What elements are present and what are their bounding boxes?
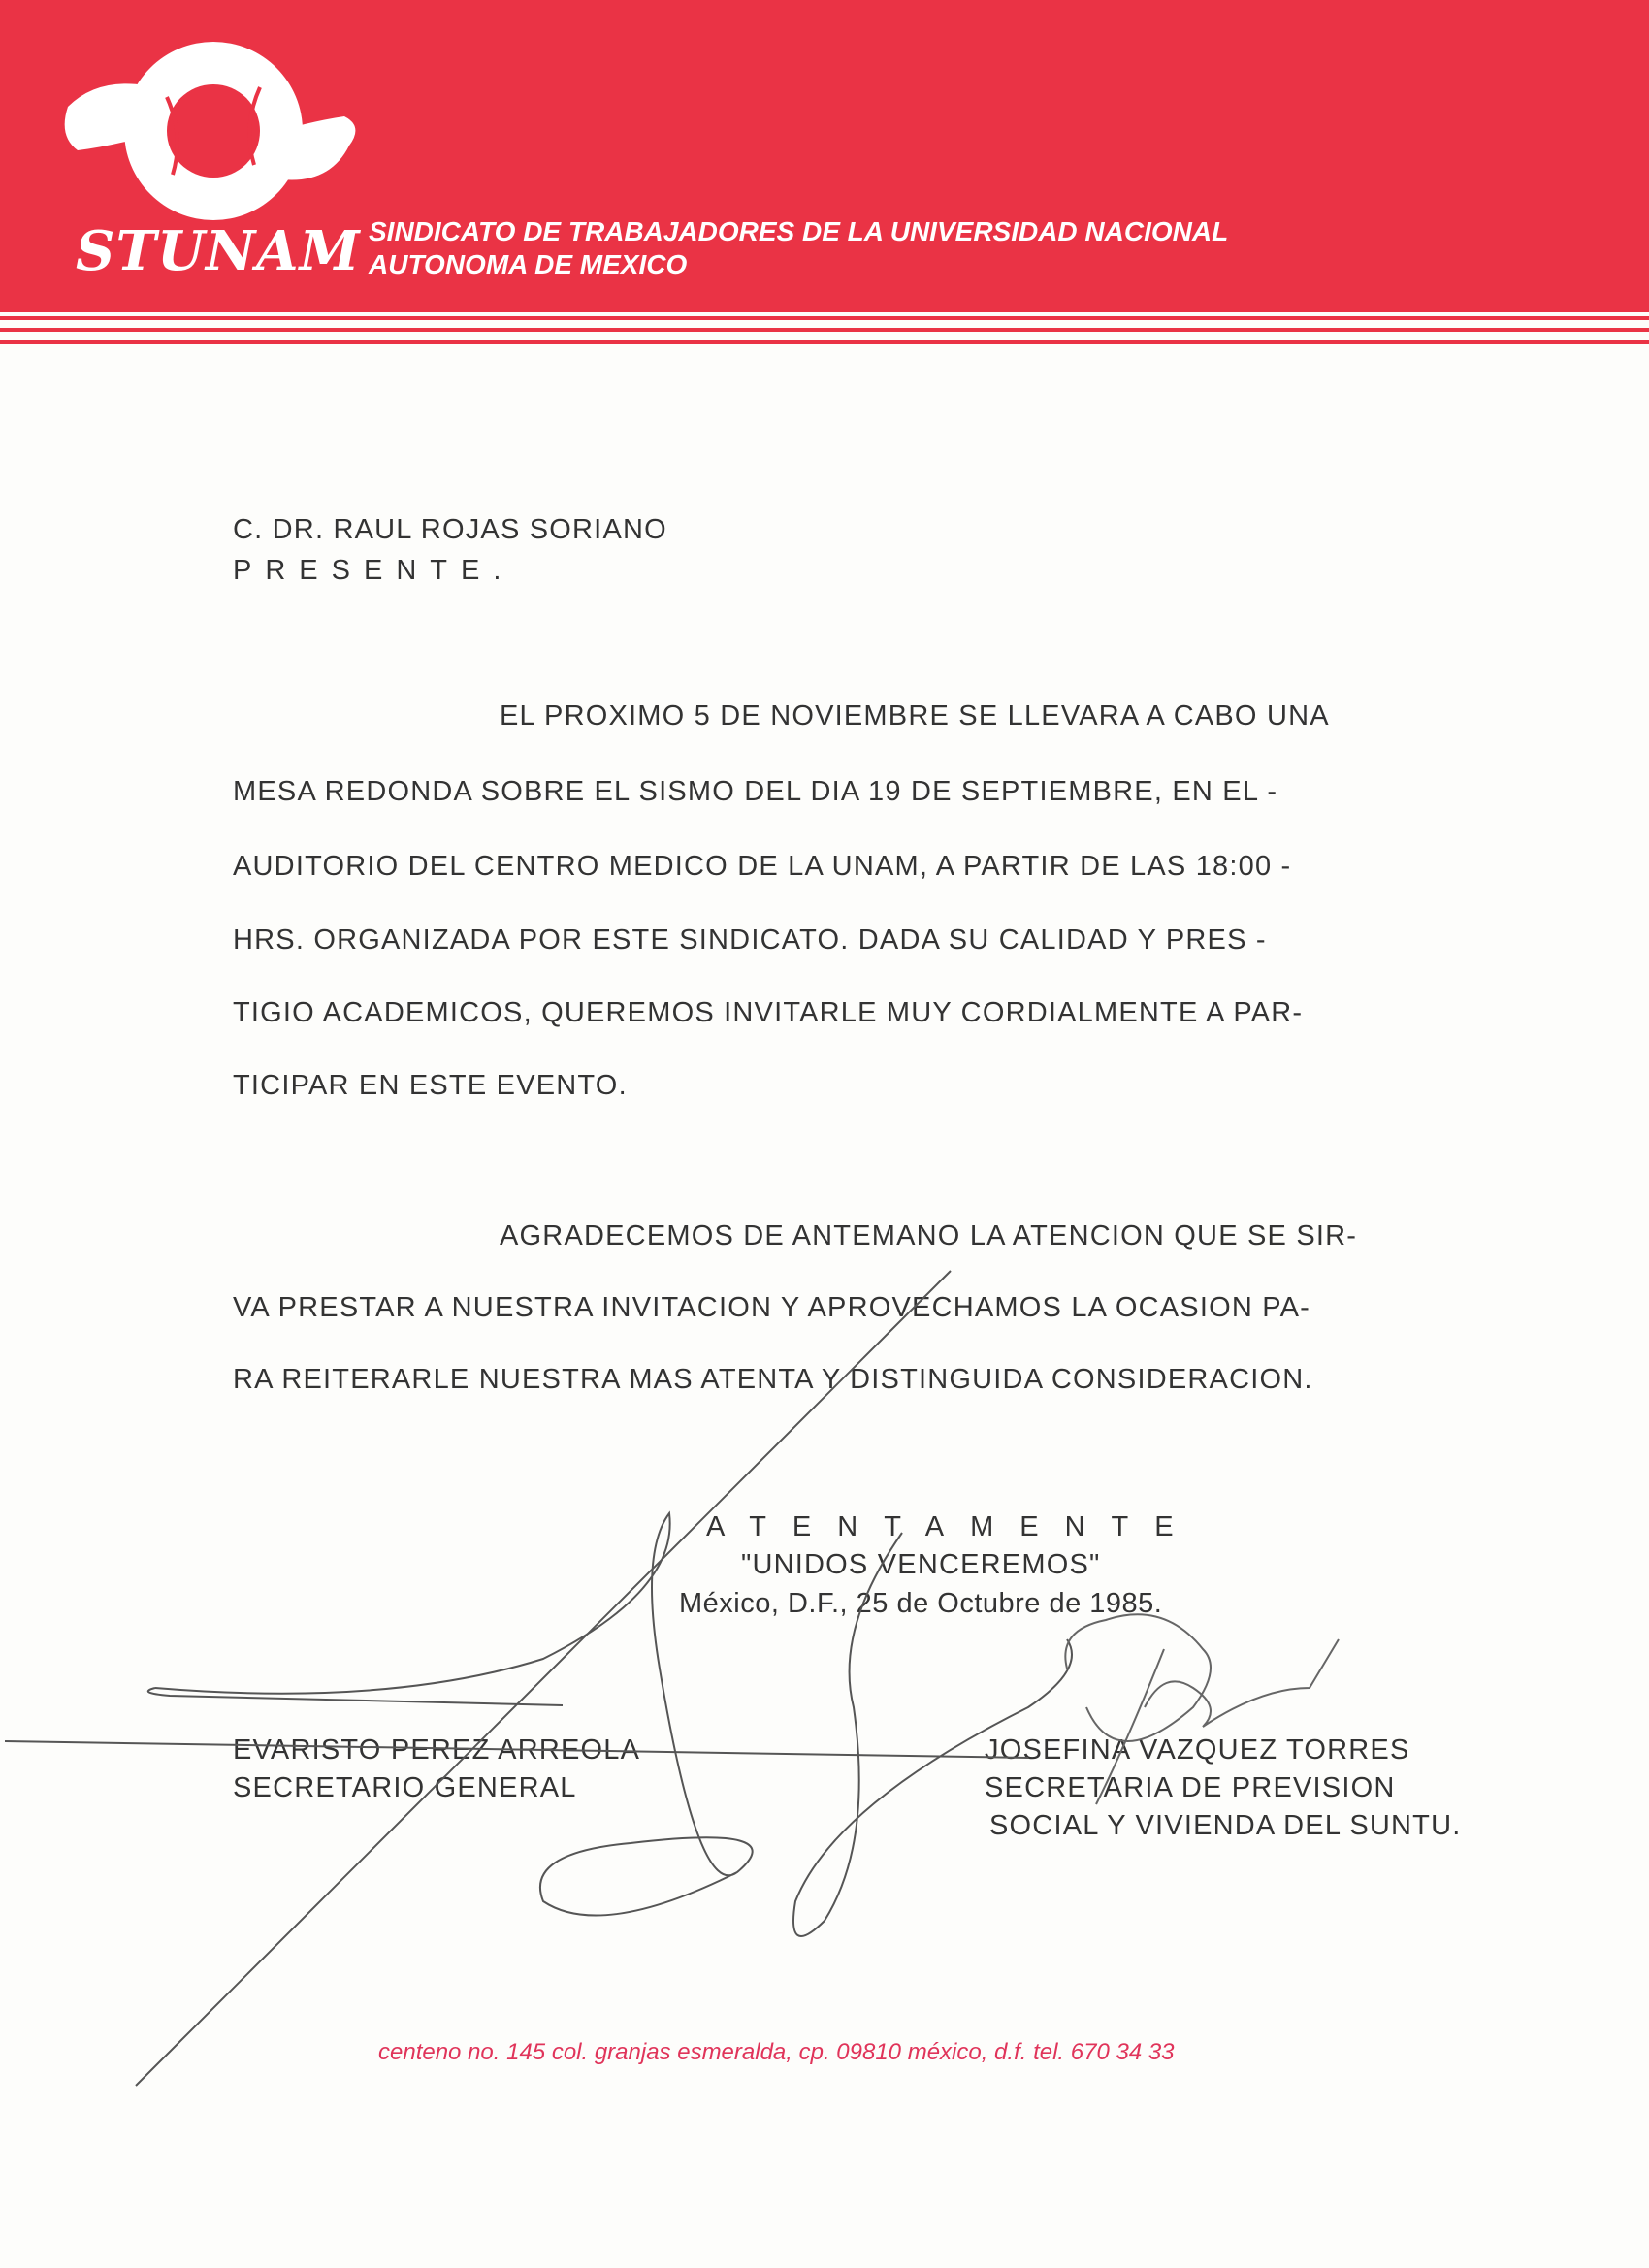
paragraph-1-line: TICIPAR EN ESTE EVENTO. [233, 1070, 628, 1101]
stunam-logo-icon [58, 39, 369, 223]
closing-place-date: México, D.F., 25 de Octubre de 1985. [679, 1588, 1163, 1619]
signatory-right-title-1: SECRETARIA DE PREVISION [985, 1772, 1396, 1803]
banner-stripe [0, 312, 1649, 316]
recipient-presente: PRESENTE. [233, 555, 515, 586]
paragraph-1-line: MESA REDONDA SOBRE EL SISMO DEL DIA 19 DE SEPTIEMBRE, EN EL - [233, 776, 1278, 807]
paragraph-1-line: HRS. ORGANIZADA POR ESTE SINDICATO. DADA SU CALIDAD Y PRES - [233, 924, 1267, 956]
closing-atentamente: ATENTAMENTE [706, 1511, 1200, 1542]
signatory-left-name: EVARISTO PEREZ ARREOLA [233, 1734, 641, 1766]
closing-motto: "UNIDOS VENCEREMOS" [741, 1549, 1101, 1580]
signatory-right-title-2: SOCIAL Y VIVIENDA DEL SUNTU. [989, 1810, 1462, 1841]
banner-stripe-bottom [0, 340, 1649, 344]
recipient-name: C. DR. RAUL ROJAS SORIANO [233, 514, 667, 545]
paragraph-2-line: RA REITERARLE NUESTRA MAS ATENTA Y DISTINGUIDA CONSIDERACION. [233, 1364, 1313, 1395]
paragraph-2-line: AGRADECEMOS DE ANTEMANO LA ATENCION QUE SE SIR- [500, 1220, 1358, 1251]
org-line-2: AUTONOMA DE MEXICO [369, 249, 688, 279]
banner-stripe-lower [0, 328, 1649, 332]
signatory-left-title: SECRETARIO GENERAL [233, 1772, 577, 1803]
organization-name [369, 215, 1387, 281]
paragraph-1-line: EL PROXIMO 5 DE NOVIEMBRE SE LLEVARA A CABO UNA [500, 700, 1330, 731]
footer-address: centeno no. 145 col. granjas esmeralda, cp. 09810 méxico, d.f. tel. 670 34 33 [378, 2039, 1175, 2065]
paragraph-1-line: AUDITORIO DEL CENTRO MEDICO DE LA UNAM, A PARTIR DE LAS 18:00 - [233, 851, 1292, 882]
paragraph-2-line: VA PRESTAR A NUESTRA INVITACION Y APROVECHAMOS LA OCASION PA- [233, 1292, 1311, 1323]
brand-name: STUNAM [76, 219, 361, 283]
paragraph-1-line: TIGIO ACADEMICOS, QUEREMOS INVITARLE MUY CORDIALMENTE A PAR- [233, 997, 1304, 1028]
org-line-1: SINDICATO DE TRABAJADORES DE LA UNIVERSIDAD NACIONAL [369, 216, 1229, 246]
signatory-right-name: JOSEFINA VAZQUEZ TORRES [985, 1734, 1410, 1766]
